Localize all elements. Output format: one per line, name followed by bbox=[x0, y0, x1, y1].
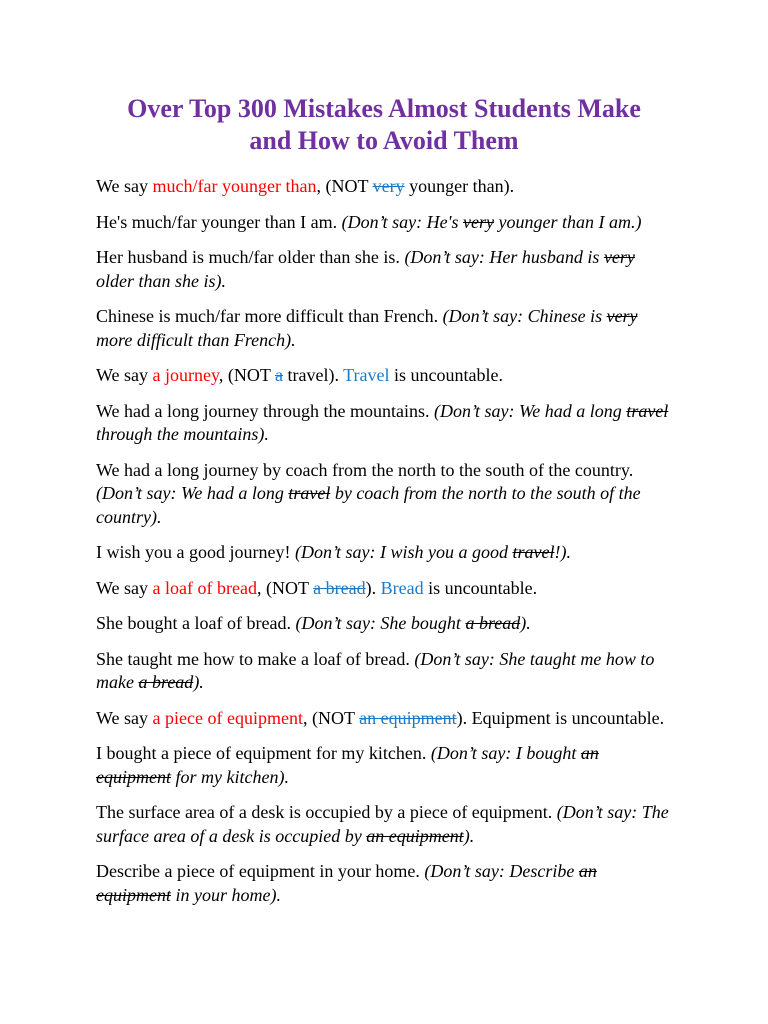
uncountable-noun: Bread bbox=[380, 577, 424, 598]
example-sentence: Describe a piece of equipment in your home. bbox=[96, 861, 425, 881]
text: is uncountable. bbox=[423, 577, 538, 598]
text: , (NOT bbox=[316, 176, 373, 196]
note-text: (Don’t say: We had a long bbox=[96, 483, 289, 503]
incorrect-word: an equipment bbox=[359, 707, 457, 728]
rule-paragraph-bread bbox=[96, 577, 672, 601]
example-paragraph bbox=[96, 801, 672, 848]
example-sentence: She taught me how to make a loaf of bread. bbox=[96, 648, 415, 669]
note-text: ). bbox=[193, 672, 204, 692]
incorrect-word: travel bbox=[626, 400, 669, 421]
note-text: through the mountains). bbox=[96, 424, 269, 444]
text: , (NOT bbox=[256, 577, 314, 598]
example-paragraph bbox=[96, 742, 672, 789]
incorrect-word: a bread bbox=[313, 577, 366, 598]
uncountable-noun: Travel bbox=[343, 365, 390, 385]
example-paragraph bbox=[96, 541, 672, 565]
incorrect-word: very bbox=[463, 211, 494, 232]
dont-say-note bbox=[295, 542, 571, 562]
note-text: in your home). bbox=[170, 884, 281, 905]
example-sentence: Chinese is much/far more difficult than French. bbox=[96, 306, 443, 326]
correct-phrase: much/far younger than bbox=[152, 176, 317, 196]
note-text: !). bbox=[554, 542, 571, 562]
example-paragraph bbox=[96, 400, 672, 447]
note-text: (Don’t say: He's bbox=[341, 211, 463, 232]
dont-say-note bbox=[295, 613, 530, 633]
example-paragraph bbox=[96, 860, 672, 907]
page-title: Over Top 300 Mistakes Almost Students Make and How to Avoid Them bbox=[127, 94, 641, 155]
example-sentence: I bought a piece of equipment for my kitchen. bbox=[96, 743, 431, 763]
text: ). Equipment is uncountable. bbox=[456, 707, 665, 728]
example-paragraph bbox=[96, 459, 672, 530]
incorrect-word: an equipment bbox=[366, 825, 464, 846]
correct-phrase: a journey bbox=[152, 365, 219, 385]
example-sentence: She bought a loaf of bread. bbox=[96, 613, 296, 633]
note-text: (Don’t say: Chinese is bbox=[442, 306, 607, 326]
incorrect-word: travel bbox=[288, 483, 331, 503]
text: , (NOT bbox=[302, 707, 360, 728]
note-text: (Don’t say: I wish you a good bbox=[294, 542, 513, 562]
text: younger than). bbox=[404, 176, 515, 196]
example-paragraph bbox=[96, 305, 672, 352]
incorrect-word: an equipment bbox=[96, 743, 599, 787]
note-text: (Don’t say: The surface area of a desk is occupied by bbox=[96, 802, 669, 846]
incorrect-word: a bread bbox=[138, 672, 194, 692]
note-text: (Don’t say: We had a long bbox=[433, 400, 627, 421]
example-sentence: The surface area of a desk is occupied by a piece of equipment. bbox=[96, 802, 557, 822]
rule-paragraph-equipment bbox=[96, 707, 672, 731]
example-paragraph bbox=[96, 612, 672, 636]
correct-phrase: a loaf of bread bbox=[152, 577, 257, 598]
note-text: by coach from the north to the south of the country). bbox=[96, 483, 641, 527]
note-text: (Don’t say: Describe bbox=[424, 861, 579, 881]
incorrect-word: an equipment bbox=[96, 861, 597, 905]
note-text: older than she is). bbox=[96, 270, 226, 291]
example-sentence: We had a long journey through the mountains. bbox=[96, 400, 434, 421]
incorrect-word: travel bbox=[512, 542, 555, 562]
note-text: (Don’t say: She taught me how to make bbox=[96, 648, 655, 692]
incorrect-word: a bread bbox=[465, 613, 521, 633]
incorrect-word: a bbox=[275, 365, 284, 385]
note-text: ). bbox=[520, 613, 531, 633]
text: ). bbox=[365, 577, 381, 598]
example-paragraph bbox=[96, 648, 672, 695]
text: We say bbox=[96, 707, 153, 728]
note-text: ). bbox=[463, 825, 475, 846]
text: is uncountable. bbox=[389, 365, 503, 385]
example-sentence: I wish you a good journey! bbox=[96, 542, 295, 562]
text: We say bbox=[96, 365, 153, 385]
example-paragraph bbox=[96, 246, 672, 293]
example-sentence: He's much/far younger than I am. bbox=[96, 211, 342, 232]
dont-say-note bbox=[96, 483, 641, 527]
example-paragraph bbox=[96, 211, 672, 235]
note-text: (Don’t say: Her husband is bbox=[404, 247, 604, 267]
note-text: for my kitchen). bbox=[170, 766, 289, 787]
incorrect-word: very bbox=[372, 176, 405, 196]
incorrect-word: very bbox=[603, 247, 635, 267]
dont-say-note bbox=[342, 212, 642, 232]
text: We say bbox=[96, 577, 153, 598]
example-sentence: Her husband is much/far older than she is. bbox=[96, 247, 405, 267]
note-text: (Don’t say: I bought bbox=[430, 743, 581, 763]
correct-phrase: a piece of equipment bbox=[152, 707, 303, 728]
text: We say bbox=[96, 176, 153, 196]
note-text: (Don’t say: She bought bbox=[295, 613, 466, 633]
note-text: younger than I am.) bbox=[493, 211, 642, 232]
text: travel). bbox=[283, 365, 344, 385]
rule-paragraph-journey bbox=[96, 364, 672, 388]
text: , (NOT bbox=[218, 365, 276, 385]
note-text: more difficult than French). bbox=[96, 329, 296, 350]
rule-paragraph-much-far bbox=[96, 175, 672, 199]
example-sentence: We had a long journey by coach from the north to the south of the country. bbox=[96, 459, 634, 480]
incorrect-word: very bbox=[606, 306, 638, 326]
